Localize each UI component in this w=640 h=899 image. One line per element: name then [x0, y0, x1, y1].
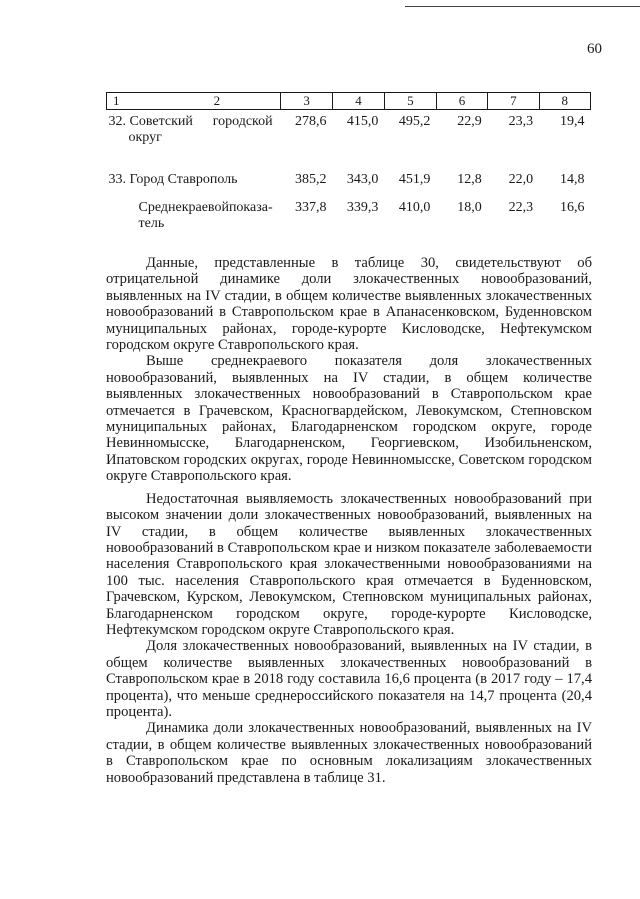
table-header-row: [107, 93, 591, 110]
paragraph: Недостаточная выявляемость злокачественных новообразований при высоком значении доли злокачественных новообразований, выявленных на IV стадии, в общем количестве выявленных злокачественных новообразований в Ставропольском крае и низком показателе заболеваемости населения Ставропольского края злокачественными новообразованиями на 100 тыс. населения Ставропольского края отмечается в Буденновском, Грачевском, Курском, Левокумском, Степновском муниципальных районах, Благодарненском городском округе, городе-курорте Кисловодске, Нефтекумском городском округе Ставропольского края.: [106, 490, 592, 638]
table-header-cell: 1 2: [107, 93, 281, 110]
table-row: [107, 110, 591, 161]
top-rule: [405, 6, 640, 7]
table-header-cell: 5: [384, 93, 436, 110]
table-cell: 339,3: [346, 200, 379, 215]
table-cell: 18,0: [457, 200, 482, 215]
table-cell: 410,0: [398, 200, 431, 215]
table-row: [107, 160, 591, 194]
table-cell: 343,0: [346, 172, 379, 187]
paragraph: Доля злокачественных новообразований, выявленных на IV стадии, в общем количестве выявленных злокачественных новообразований в Ставропольском крае в 2018 году составила 16,6 процента (в 2017 году – 17,4 процента), что меньше среднероссийского показателя на 14,7 процента (20,4 процента).: [106, 638, 592, 720]
table-header-cell: 3: [281, 93, 333, 110]
table-cell: 16,6: [560, 200, 585, 215]
table-cell: 495,2: [398, 114, 431, 129]
table-header-cell: 6: [436, 93, 487, 110]
table-header-cell: 7: [488, 93, 539, 110]
table-cell: 385,2: [295, 172, 327, 187]
paragraph: Выше среднекраевого показателя доля злокачественных новообразований, выявленных на IV стадии, в общем количестве выявленных злокачественных новообразований в Ставропольском крае отмечается в Грачевском, Красногвардейском, Левокумском, Степновском муниципальных районах, Благодарненском городском округе, городе Невинномысске, Благодарненском, Георгиевском, Изобильненском, Ипатовском городских округах, городе Невинномысске, Советском городском округе Ставропольского края.: [106, 353, 592, 485]
table-cell: 19,4: [560, 114, 585, 129]
table-cell: 22,9: [457, 114, 482, 129]
table-cell: 12,8: [457, 172, 482, 187]
table-cell: 278,6: [295, 114, 327, 129]
table-cell: 22,3: [508, 200, 534, 215]
paragraph: Динамика доли злокачественных новообразований, выявленных на IV стадии, в общем количестве выявленных злокачественных новообразований в Ставропольском крае по основным локализациям злокачественных новообразований представлена в таблице 31.: [106, 720, 592, 786]
data-table: [106, 92, 591, 232]
table-cell: 337,8: [295, 200, 327, 215]
table-row-name: 32. Советский городской округ: [108, 114, 273, 145]
table-cell: 23,3: [508, 114, 534, 129]
table-row-name: Среднекраевой показа- тель: [138, 200, 273, 231]
table-cell: 22,0: [508, 172, 534, 187]
paragraph: Данные, представленные в таблице 30, свидетельствуют об отрицательной динамике доли злокачественных новообразований, выявленных на IV стадии, в общем количестве выявленных злокачественных новообразований в Ставропольском крае в Апанасенковском, Буденновском муниципальных районах, городе-курорте Кисловодске, Нефтекумском городском округе Ставропольского края.: [106, 255, 592, 354]
table-cell: 451,9: [398, 172, 431, 187]
body-text: [106, 255, 592, 786]
table-row: [107, 194, 591, 232]
table-header-cell: 4: [333, 93, 385, 110]
table-row-name: 33. Город Ставрополь: [108, 172, 238, 187]
table-cell: 14,8: [560, 172, 585, 187]
table-header-cell: 8: [539, 93, 590, 110]
page-number: 60: [587, 41, 602, 57]
table-cell: 415,0: [346, 114, 379, 129]
